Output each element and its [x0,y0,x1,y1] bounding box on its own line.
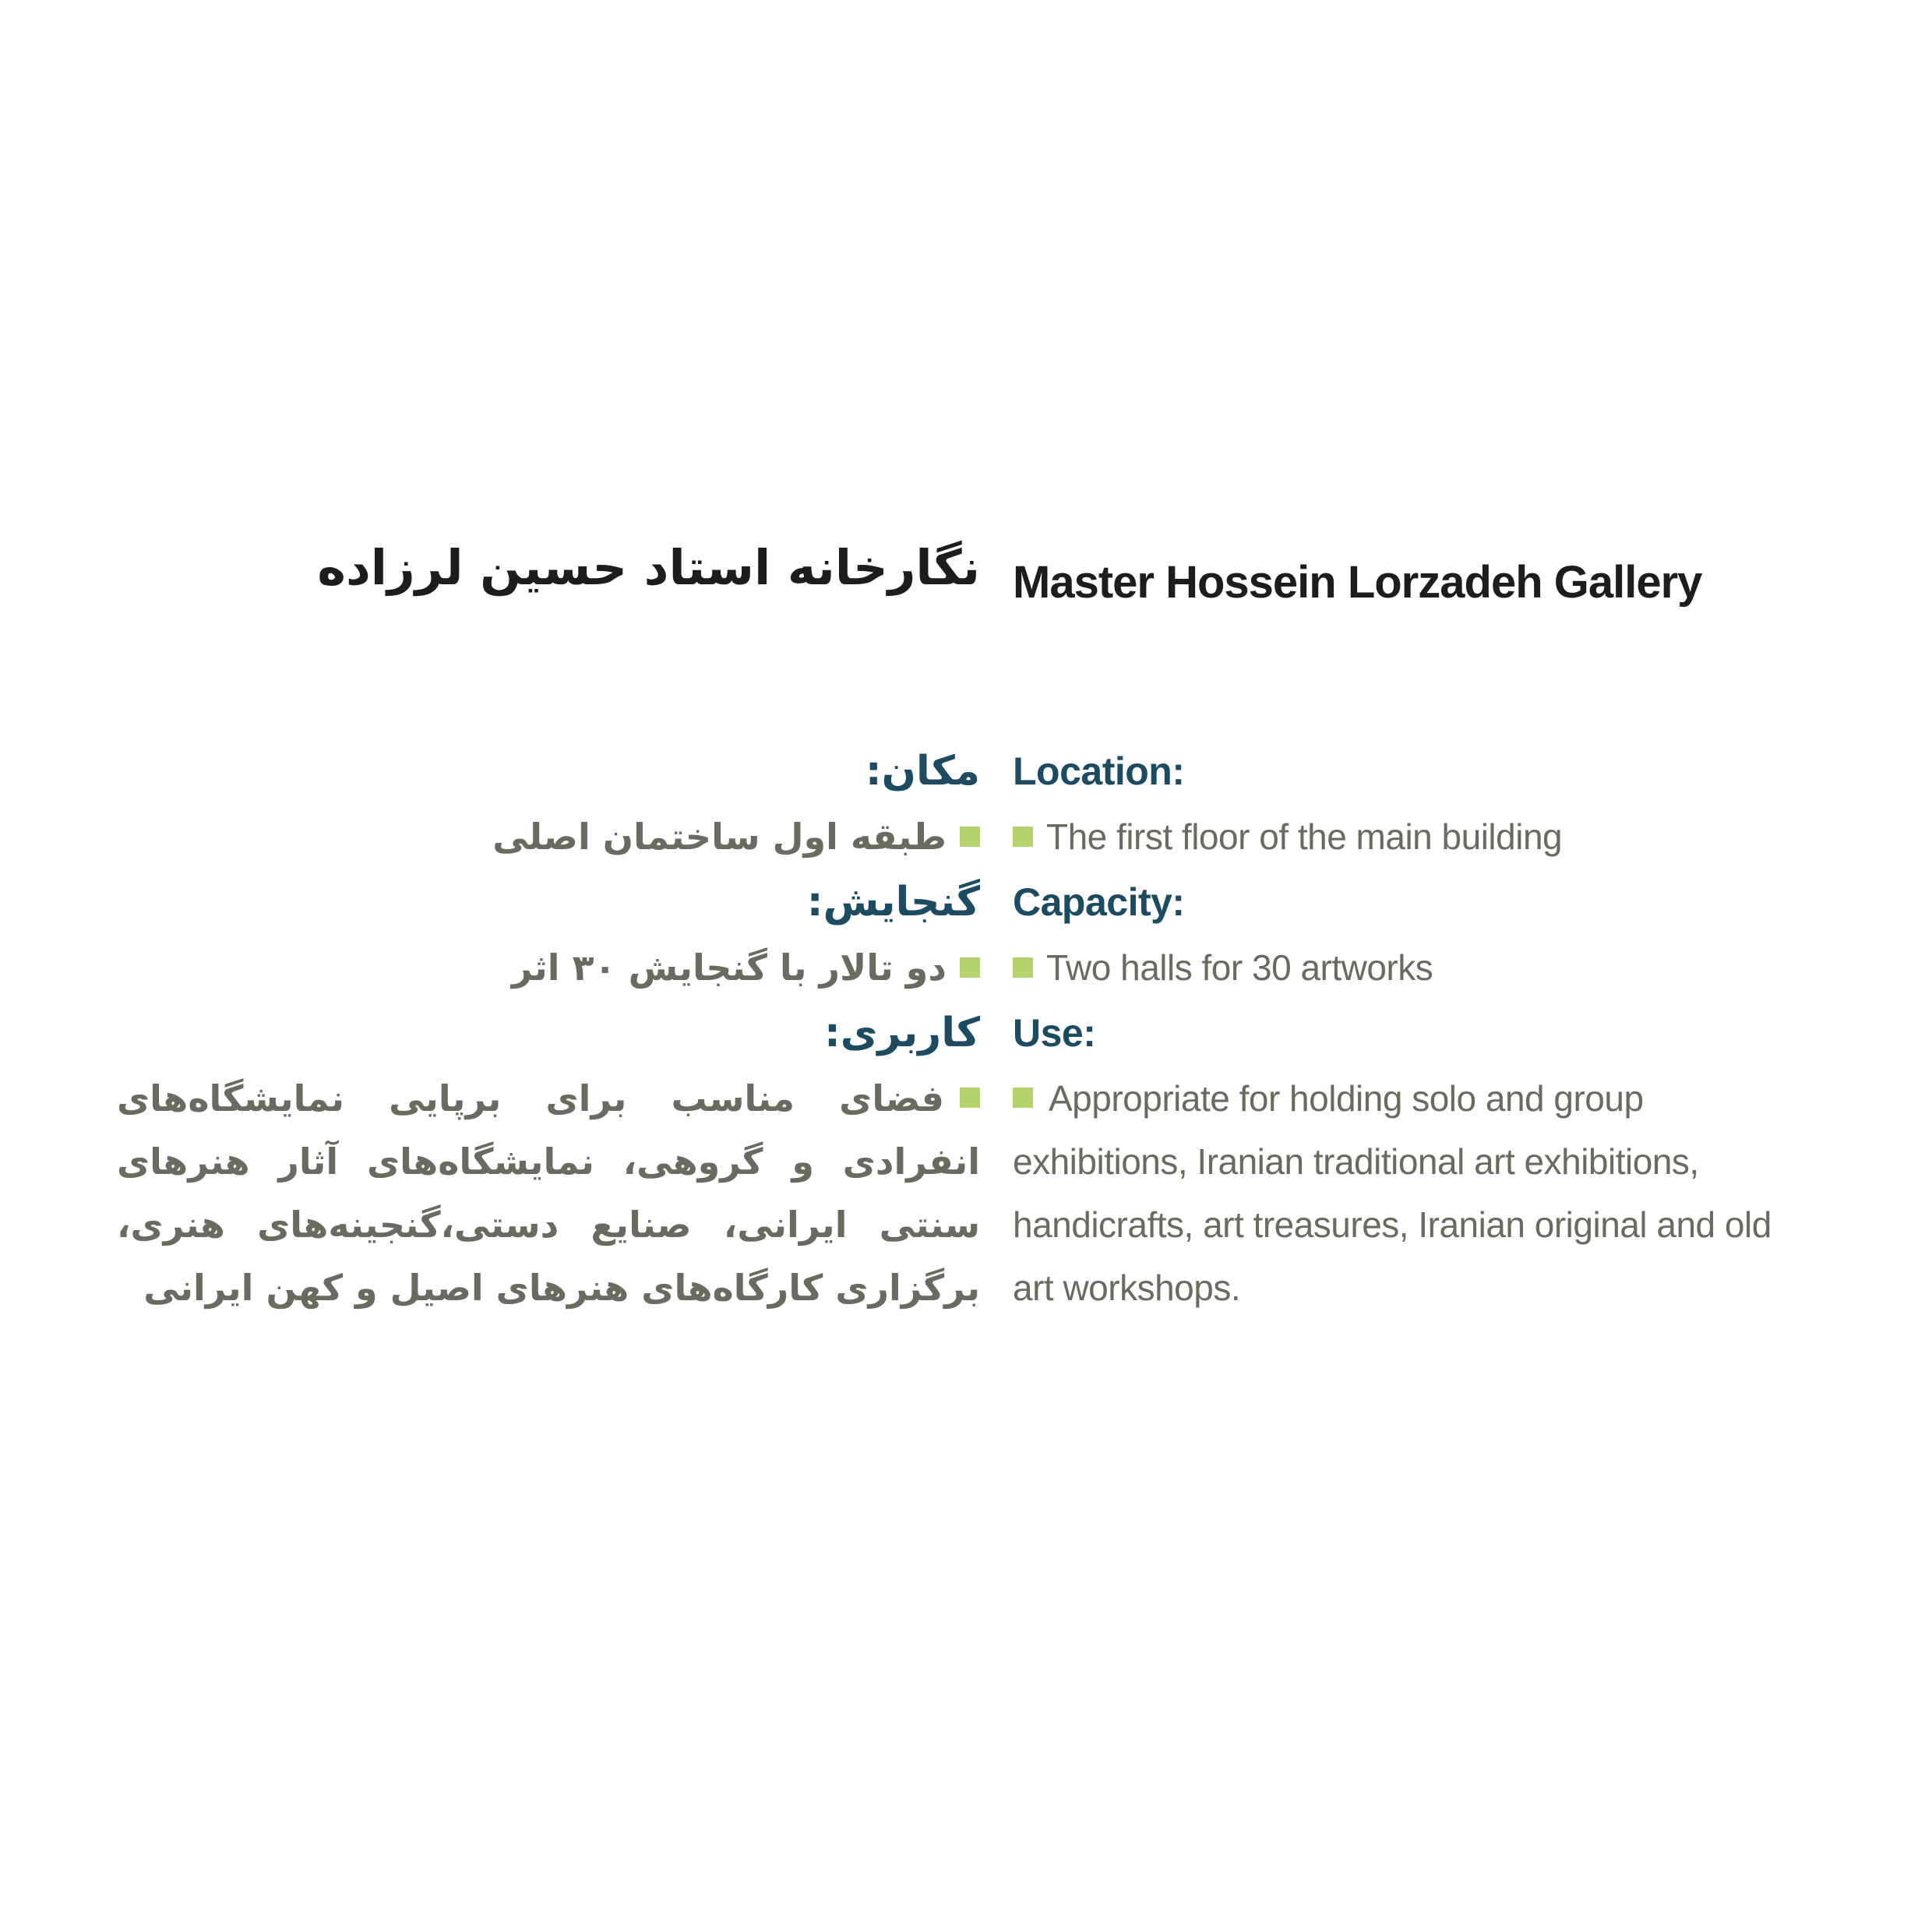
bullet-square-icon [1013,1088,1033,1108]
location-item-fa [117,804,980,869]
page-title-en: Master Hossein Lorzadeh Gallery [1013,557,1702,608]
capacity-item-text-en: Two halls for 30 artworks [1046,947,1433,988]
bullet-square-icon [960,1088,980,1108]
location-heading-fa: مکان: [865,748,980,795]
use-heading-fa: کاربری: [823,1010,980,1056]
capacity-heading-fa: گنجایش: [806,879,980,925]
location-item-en [1013,804,1801,869]
bullet-square-icon [1013,827,1033,847]
bullet-square-icon [960,957,980,978]
location-item-text-en: The first floor of the main building [1046,816,1563,857]
location-heading-en: Location: [1013,749,1185,793]
english-column [1013,739,1801,1320]
capacity-item-en [1013,935,1801,1000]
use-heading-en: Use: [1013,1011,1096,1055]
location-item-text-fa: طبقه اول ساختمان اصلی [492,816,947,858]
persian-column [117,739,980,1320]
use-paragraph-text-en: Appropriate for holding solo and group exhibitions, Iranian traditional art exhibitions, handicrafts, art treasures, Iranian original and old art workshops. [1013,1078,1772,1308]
page-title-fa: نگارخانه استاد حسین لرزاده [317,539,980,596]
capacity-item-text-fa: دو تالار با گنجایش ۳۰ اثر [511,947,947,989]
capacity-item-fa [117,935,980,1000]
use-paragraph-text-fa: فضای مناسب برای برپایی نمایشگاه‌های انفرادی و گروهی، نمایشگاه‌های آثار هنرهای سنتی ایرانی، صنایع دستی،گنجینه‌های هنری، برگزاری کارگاه‌های هنرهای اصیل و کهن ایرانی [117,1077,980,1309]
capacity-heading-en: Capacity: [1013,880,1185,924]
use-paragraph-en [1013,1067,1801,1320]
bullet-square-icon [960,827,980,847]
bullet-square-icon [1013,957,1033,978]
use-paragraph-fa [117,1067,980,1320]
